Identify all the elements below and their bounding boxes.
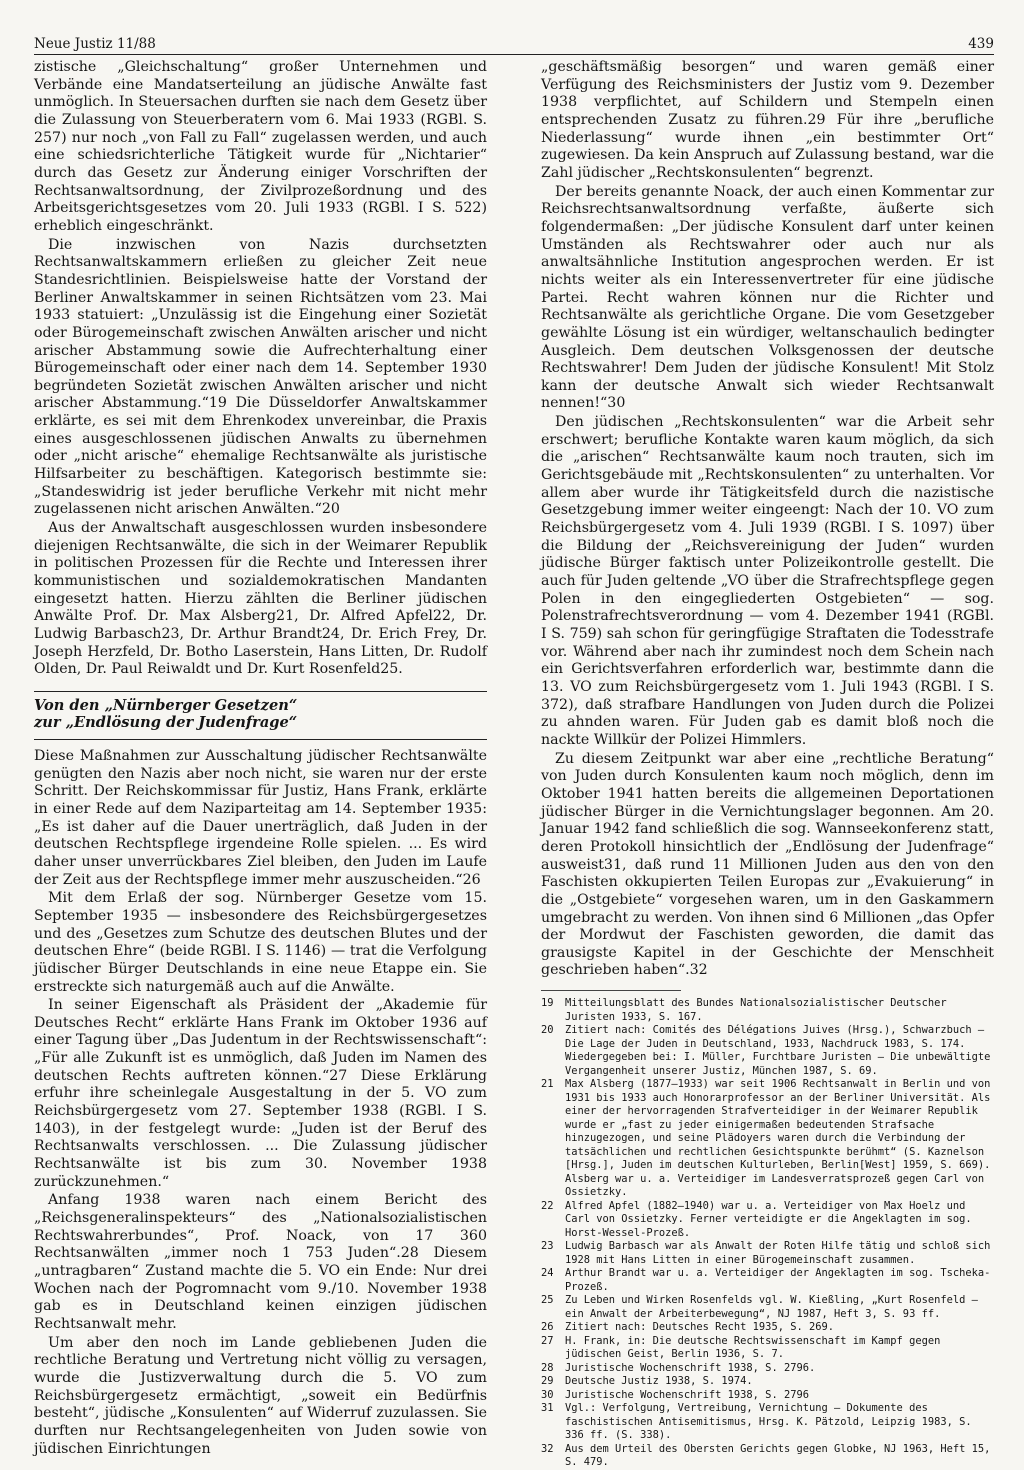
paragraph: Zu diesem Zeitpunkt war aber eine „rechtliche Beratung“ von Juden durch Konsulenten kaum noch möglich, denn im Oktober 1941 hatten bereits die allgemeinen Deportationen jüdischer Bürger in die Vernichtungslager begonnen. Am 20. Januar 1942 fand schließlich die sog. Wannseekonferenz statt, deren Protokoll hinsichtlich der „Endlösung der Judenfrage“ ausweist31, daß rund 11 Millionen Juden aus den von den Faschisten okkupierten Teilen Europas zur „Evakuierung“ in die „Ostgebiete“ vorgesehen waren, um in den Gaskammern umgebracht zu werden. Von ihnen sind 6 Millionen „das Opfer der Mordwut der Faschisten geworden, die damit das grausigste Kapitel in der Geschichte der Menschheit geschrieben haben“.32 bbox=[541, 750, 994, 979]
footnote-text: Juristische Wochenschrift 1938, S. 2796 bbox=[565, 1388, 809, 1401]
footnote bbox=[541, 1335, 994, 1362]
footnote-number: 31 bbox=[541, 1402, 554, 1415]
footnote-number: 20 bbox=[541, 1024, 554, 1037]
footnote-number: 29 bbox=[541, 1375, 554, 1388]
footnote-text: Mitteilungsblatt des Bundes Nationalsozialistischer Deutscher Juristen 1933, S. 167. bbox=[565, 997, 947, 1023]
footnote bbox=[541, 1294, 994, 1321]
footnote-number: 22 bbox=[541, 1199, 554, 1212]
header-rule bbox=[34, 54, 994, 55]
footnote-rule bbox=[541, 990, 681, 991]
footnote bbox=[541, 1200, 994, 1241]
footnote bbox=[541, 1078, 994, 1200]
footnote-text: Zitiert nach: Deutsches Recht 1935, S. 269. bbox=[565, 1321, 834, 1334]
footnote-text: Juristische Wochenschrift 1938, S. 2796. bbox=[565, 1361, 816, 1374]
footnote-text: Vgl.: Verfolgung, Vertreibung, Vernichtung – Dokumente des faschistischen Antisemitismus, Hrsg. K. Pätzold, Leipzig 1983, S. 336 ff. (S. 338). bbox=[565, 1402, 972, 1442]
footnote-text: Ludwig Barbasch war als Anwalt der Roten Hilfe tätig und schloß sich 1928 mit Hans Litten in einer Bürogemeinschaft zusammen. bbox=[565, 1240, 991, 1266]
footnote-number: 28 bbox=[541, 1361, 554, 1374]
paragraph: zistische „Gleichschaltung“ großer Unternehmen und Verbände eine Mandatserteilung an jüdische Anwälte fast unmöglich. In Steuersachen durften sie nach dem Gesetz über die Zulassung von Steuerberatern vom 6. Mai 1933 (RGBl. S. 257) nur noch „von Fall zu Fall“ zugelassen werden, und auch eine schiedsrichterliche Tätigkeit wurde für „Nichtarier“ durch das Gesetz zur Änderung einiger Vorschriften der Rechtsanwaltsordnung, der Zivilprozeßordnung und des Arbeitsgerichtsgesetzes vom 20. Juli 1933 (RGBl. I S. 522) erheblich eingeschränkt. bbox=[34, 59, 487, 234]
footnote-number: 30 bbox=[541, 1388, 554, 1401]
footnote-text: Zitiert nach: Comités des Délégations Juives (Hrsg.), Schwarzbuch – Die Lage der Juden in Deutschland, 1933, Nachdruck 1983, S. 174. Wiedergegeben bei: I. Müller, Furchtbare Juristen – Die unbewältigte Vergangenheit unserer Justiz, München 1987, S. 69. bbox=[565, 1024, 991, 1077]
footnote-text: Alfred Apfel (1882–1940) war u. a. Verteidiger von Max Hoelz und Carl von Ossietzky. Ferner verteidigte er die Angeklagten im sog. Horst-Wessel-Prozeß. bbox=[565, 1199, 972, 1239]
paragraph: „geschäftsmäßig besorgen“ und waren gemäß einer Verfügung des Reichsministers der Justiz vom 9. Dezember 1938 verpflichtet, auf Schildern und Stempeln einen entsprechenden Zusatz zu führen.29 Für ihre „berufliche Niederlassung“ wurde ihnen „ein bestimmter Ort“ zugewiesen. Da kein Anspruch auf Zulassung bestand, war die Zahl jüdischer „Rechtskonsulenten“ begrenzt. bbox=[541, 59, 994, 181]
footnote bbox=[541, 1389, 994, 1403]
section-heading-line: zur „Endlösung der Judenfrage“ bbox=[34, 714, 298, 732]
paragraph: Aus der Anwaltschaft ausgeschlossen wurden insbesondere diejenigen Rechtsanwälte, die sich in der Weimarer Republik in politischen Prozessen für die Rechte und Interessen ihrer kommunistischen und sozialdemokratischen Mandanten eingesetzt hatten. Hierzu zählten die Berliner jüdischen Anwälte Prof. Dr. Max Alsberg21, Dr. Alfred Apfel22, Dr. Ludwig Barbasch23, Dr. Arthur Brandt24, Dr. Erich Frey, Dr. Joseph Herzfeld, Dr. Botho Laserstein, Hans Litten, Dr. Rudolf Olden, Dr. Paul Reiwaldt und Dr. Kurt Rosenfeld25. bbox=[34, 520, 487, 678]
paragraph: Mit dem Erlaß der sog. Nürnberger Gesetze vom 15. September 1935 — insbesondere des Reichsbürgergesetzes und des „Gesetzes zum Schutze des deutschen Blutes und der deutschen Ehre“ (beide RGBl. I S. 1146) — trat die Verfolgung jüdischer Bürger Deutschlands in eine neue Etappe ein. Sie erstreckte sich naturgemäß auch auf die Anwälte. bbox=[34, 890, 487, 995]
footnote-number: 23 bbox=[541, 1240, 554, 1253]
section-heading-line: Von den „Nürnberger Gesetzen“ bbox=[34, 696, 298, 714]
footnote-number: 24 bbox=[541, 1267, 554, 1280]
footnote bbox=[541, 1443, 994, 1470]
footnote bbox=[541, 1362, 994, 1376]
footnote-number: 26 bbox=[541, 1321, 554, 1334]
footnote-text: Max Alsberg (1877–1933) war seit 1906 Rechtsanwalt in Berlin und von 1931 bis 1933 auch Honorarprofessor an der Berliner Universität. Als einer der hervorragenden Strafverteidiger in der Weimarer Republik wurde er „fast zu jeder einigermaßen bedeutenden Strafsache hinzugezogen, und seine Plädoyers waren durch die Verbindung der tatsächlichen und rechtlichen Gesichtspunkte berühmt“ (S. Kaznelson [Hrsg.], Juden im deutschen Kulturleben, Berlin[West] 1959, S. 669). Alsberg war u. a. Verteidiger im Landesverratsprozeß gegen Carl von Ossietzky. bbox=[565, 1078, 991, 1199]
footnote-number: 32 bbox=[541, 1442, 554, 1455]
paragraph: Diese Maßnahmen zur Ausschaltung jüdischer Rechtsanwälte genügten den Nazis aber noch nicht, sie waren nur der erste Schritt. Der Reichskommissar für Justiz, Hans Frank, erklärte in einer Rede auf dem Naziparteitag am 14. September 1935: „Es ist daher auf die Dauer unerträglich, daß Juden in der deutschen Rechtspflege irgendeine Rolle spielen. ... Es wird daher unser unverrückbares Ziel bleiben, den Juden im Laufe der Zeit aus der Rechtspflege immer mehr auszuscheiden.“26 bbox=[34, 747, 487, 888]
section-heading bbox=[34, 691, 487, 740]
footnote bbox=[541, 1267, 994, 1294]
journal-title: Neue Justiz 11/88 bbox=[34, 36, 156, 52]
footnote bbox=[541, 1402, 994, 1443]
footnote-text: H. Frank, in: Die deutsche Rechtswissenschaft im Kampf gegen jüdischen Geist, Berlin 1936, S. 7. bbox=[565, 1334, 941, 1361]
footnote bbox=[541, 1375, 994, 1389]
footnotes bbox=[541, 997, 994, 1470]
paragraph: Der bereits genannte Noack, der auch einen Kommentar zur Reichsrechtsanwaltsordnung verfaßte, äußerte sich folgendermaßen: „Der jüdische Konsulent darf unter keinen Umständen als Rechtswahrer oder auch nur als anwaltsähnliche Institution angesprochen werden. Er ist nichts weiter als ein Interessenvertreter für eine jüdische Partei. Recht wahren können nur die Richter und Rechtsanwälte als gerichtliche Organe. Die vom Gesetzgeber gewählte Lösung ist ein würdiger, weltanschaulich bedingter Ausgleich. Dem deutschen Volksgenossen der deutsche Rechtswahrer! Dem Juden der jüdische Konsulent! Mit Stolz kann der deutsche Anwalt sich wieder Rechtsanwalt nennen!“30 bbox=[541, 183, 994, 412]
page-header bbox=[34, 0, 994, 52]
paragraph: Den jüdischen „Rechtskonsulenten“ war die Arbeit sehr erschwert; berufliche Kontakte waren kaum möglich, da sich die „arischen“ Rechtsanwälte kaum noch trauten, sich im Gerichtsgebäude mit „Rechtskonsulenten“ zu unterhalten. Vor allem aber wurde ihr Tätigkeitsfeld durch die nazistische Gesetzgebung immer weiter eingeengt: Nach der 10. VO zum Reichsbürgergesetz vom 4. Juli 1939 (RGBl. I S. 1097) über die Bildung der „Reichsvereinigung der Juden“ wurden jüdische Bürger faktisch unter Polizeikontrolle gestellt. Die auch für Juden geltende „VO über die Strafrechtspflege gegen Polen in den eingegliederten Ostgebieten“ — sog. Polenstrafrechtsverordnung — vom 4. Dezember 1941 (RGBl. I S. 759) sah schon für geringfügige Straftaten die Todesstrafe vor. Während aber nach ihr zumindest noch dem Schein nach ein Gerichtsverfahren erforderlich war, bestimmte dann die 13. VO zum Reichsbürgergesetz vom 1. Juli 1943 (RGBl. I S. 372), daß strafbare Handlungen von Juden durch die Polizei zu ahnden waren. Für Juden gab es damit bloß noch die nackte Willkür der Polizei Himmlers. bbox=[541, 414, 994, 748]
page-number: 439 bbox=[968, 36, 994, 52]
footnote-text: Deutsche Justiz 1938, S. 1974. bbox=[565, 1375, 753, 1388]
footnote bbox=[541, 1321, 994, 1335]
footnote-text: Aus dem Urteil des Obersten Gerichts gegen Globke, NJ 1963, Heft 15, S. 479. bbox=[565, 1442, 991, 1469]
right-column bbox=[541, 59, 994, 1470]
footnote-text: Zu Leben und Wirken Rosenfelds vgl. W. Kießling, „Kurt Rosenfeld – ein Anwalt der Arbeiterbewegung“, NJ 1987, Heft 3, S. 93 ff. bbox=[565, 1294, 978, 1320]
paragraph: In seiner Eigenschaft als Präsident der „Akademie für Deutsches Recht“ erklärte Hans Frank im Oktober 1936 auf einer Tagung über „Das Judentum in der Rechtswissenschaft“: „Für alle Zukunft ist es unmöglich, daß Juden im Namen des deutschen Rechts auftreten können.“27 Diese Erklärung erfuhr ihre scheinlegale Ausgestaltung in der 5. VO zum Reichsbürgergesetz vom 27. September 1938 (RGBl. I S. 1403), in der festgelegt wurde: „Juden ist der Beruf des Rechtsanwalts verschlossen. ... Die Zulassung jüdischer Rechtsanwälte ist bis zum 30. November 1938 zurückzunehmen.“ bbox=[34, 997, 487, 1190]
footnote bbox=[541, 1024, 994, 1078]
footnote bbox=[541, 1240, 994, 1267]
paragraph: Anfang 1938 waren nach einem Bericht des „Reichsgeneralinspekteurs“ des „Nationalsozialistischen Rechtswahrerbundes“, Prof. Noack, von 17 360 Rechtsanwälten „immer noch 1 753 Juden“.28 Diesem „untragbaren“ Zustand machte die 5. VO ein Ende: Nur drei Wochen nach der Pogromnacht vom 9./10. November 1938 gab es in Deutschland keinen einzigen jüdischen Rechtsanwalt mehr. bbox=[34, 1192, 487, 1332]
footnote-number: 27 bbox=[541, 1334, 554, 1347]
paragraph: Um aber den noch im Lande gebliebenen Juden die rechtliche Beratung und Vertretung nicht völlig zu versagen, wurde die Justizverwaltung durch die 5. VO zum Reichsbürgergesetz ermächtigt, „soweit ein Bedürfnis besteht“, jüdische „Konsulenten“ auf Widerruf zuzulassen. Sie durften nur Rechtsangelegenheiten von Juden sowie von jüdischen Einrichtungen bbox=[34, 1334, 487, 1457]
footnote bbox=[541, 997, 994, 1024]
footnote-number: 19 bbox=[541, 997, 554, 1010]
paragraph: Die inzwischen von Nazis durchsetzten Rechtsanwaltskammern erließen zu gleicher Zeit neue Standesrichtlinien. Beispielsweise hatte der Vorstand der Berliner Anwaltskammer in seinen Richtsätzen vom 23. Mai 1933 statuiert: „Unzulässig ist die Eingehung einer Sozietät oder Bürogemeinschaft zwischen Anwälten arischer und nicht arischer Abstammung sowie die Aufrechterhaltung einer Bürogemeinschaft oder einer nach dem 14. September 1930 begründeten Sozietät zwischen Anwälten arischer und nicht arischer Abstammung.“19 Die Düsseldorfer Anwaltskammer erklärte, es sei mit dem Ehrenkodex unvereinbar, die Praxis eines ausgeschlossenen jüdischen Anwalts zu übernehmen oder „nicht arische“ ehemalige Rechtsanwälte als juristische Hilfsarbeiter zu beschäftigen. Kategorisch bestimmte sie: „Standeswidrig ist jeder berufliche Verkehr mit nicht mehr zugelassenen nicht arischen Anwälten.“20 bbox=[34, 236, 487, 518]
footnote-text: Arthur Brandt war u. a. Verteidiger der Angeklagten im sog. Tscheka-Prozeß. bbox=[565, 1267, 991, 1293]
footnote-number: 25 bbox=[541, 1294, 554, 1307]
body-columns bbox=[34, 59, 994, 1470]
left-column bbox=[34, 59, 487, 1470]
footnote-number: 21 bbox=[541, 1078, 554, 1091]
